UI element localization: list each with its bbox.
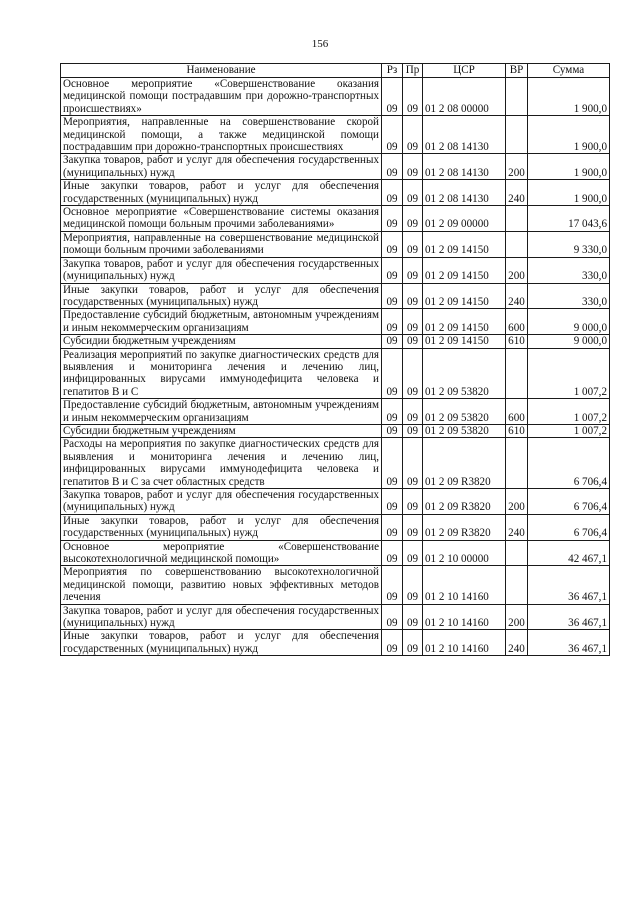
cell-csr: 01 2 09 53820: [423, 348, 506, 399]
cell-vr: [506, 348, 528, 399]
cell-name: Закупка товаров, работ и услуг для обеспечения государственных (муниципальных) нужд: [61, 257, 382, 283]
cell-sum: 17 043,6: [528, 206, 610, 232]
table-row: [61, 335, 610, 348]
cell-name: Мероприятия, направленные на совершенствование медицинской помощи больным прочими заболеваниями: [61, 231, 382, 257]
header-name: Наименование: [61, 64, 382, 78]
cell-pr: 09: [403, 566, 423, 604]
cell-vr: [506, 540, 528, 566]
table-row: [61, 180, 610, 206]
cell-pr: 09: [403, 540, 423, 566]
table-row: [61, 154, 610, 180]
header-pr: Пр: [403, 64, 423, 78]
cell-vr: [506, 78, 528, 116]
cell-csr: 01 2 09 R3820: [423, 438, 506, 489]
table-row: [61, 566, 610, 604]
cell-name: Иные закупки товаров, работ и услуг для обеспечения государственных (муниципальных) нужд: [61, 283, 382, 309]
cell-rz: 09: [382, 514, 403, 540]
cell-csr: 01 2 10 14160: [423, 630, 506, 656]
cell-pr: 09: [403, 154, 423, 180]
cell-rz: 09: [382, 231, 403, 257]
cell-sum: 6 706,4: [528, 514, 610, 540]
cell-vr: 240: [506, 514, 528, 540]
cell-sum: 6 706,4: [528, 489, 610, 515]
cell-csr: 01 2 09 14150: [423, 231, 506, 257]
cell-vr: 240: [506, 180, 528, 206]
table-row: [61, 309, 610, 335]
cell-sum: 330,0: [528, 257, 610, 283]
table-row: [61, 424, 610, 437]
cell-pr: 09: [403, 514, 423, 540]
cell-name: Предоставление субсидий бюджетным, автономным учреждениям и иным некоммерческим организациям: [61, 309, 382, 335]
cell-rz: 09: [382, 348, 403, 399]
cell-vr: 240: [506, 630, 528, 656]
cell-csr: 01 2 08 14130: [423, 154, 506, 180]
header-sum: Сумма: [528, 64, 610, 78]
cell-vr: 610: [506, 335, 528, 348]
table-row: [61, 231, 610, 257]
cell-sum: 6 706,4: [528, 438, 610, 489]
cell-vr: [506, 231, 528, 257]
cell-sum: 1 900,0: [528, 180, 610, 206]
cell-rz: 09: [382, 154, 403, 180]
cell-pr: 09: [403, 424, 423, 437]
cell-vr: 200: [506, 604, 528, 630]
cell-rz: 09: [382, 630, 403, 656]
cell-sum: 36 467,1: [528, 566, 610, 604]
cell-name: Основное мероприятие «Совершенствование системы оказания медицинской помощи больным прочими заболеваниями»: [61, 206, 382, 232]
cell-rz: 09: [382, 335, 403, 348]
cell-pr: 09: [403, 78, 423, 116]
table-row: [61, 438, 610, 489]
cell-sum: 36 467,1: [528, 630, 610, 656]
header-vr: ВР: [506, 64, 528, 78]
cell-name: Субсидии бюджетным учреждениям: [61, 335, 382, 348]
cell-pr: 09: [403, 116, 423, 154]
cell-pr: 09: [403, 180, 423, 206]
cell-name: Расходы на мероприятия по закупке диагностических средств для выявления и мониторинга лечения и лечению лиц, инфицированных вирусами иммунодефицита человека и гепатитов В и С за счет областных средств: [61, 438, 382, 489]
cell-vr: 240: [506, 283, 528, 309]
cell-sum: 1 900,0: [528, 116, 610, 154]
cell-vr: [506, 116, 528, 154]
cell-rz: 09: [382, 78, 403, 116]
page-number: 156: [311, 38, 329, 50]
cell-sum: 1 007,2: [528, 399, 610, 425]
cell-sum: 1 900,0: [528, 154, 610, 180]
cell-pr: 09: [403, 206, 423, 232]
cell-name: Иные закупки товаров, работ и услуг для обеспечения государственных (муниципальных) нужд: [61, 180, 382, 206]
cell-csr: 01 2 08 14130: [423, 180, 506, 206]
cell-sum: 42 467,1: [528, 540, 610, 566]
cell-rz: 09: [382, 540, 403, 566]
header-row: [61, 64, 610, 78]
cell-sum: 1 900,0: [528, 78, 610, 116]
cell-rz: 09: [382, 283, 403, 309]
table-row: [61, 257, 610, 283]
cell-rz: 09: [382, 180, 403, 206]
cell-csr: 01 2 09 53820: [423, 424, 506, 437]
cell-sum: 330,0: [528, 283, 610, 309]
cell-rz: 09: [382, 116, 403, 154]
cell-vr: 600: [506, 309, 528, 335]
cell-name: Закупка товаров, работ и услуг для обеспечения государственных (муниципальных) нужд: [61, 489, 382, 515]
cell-name: Предоставление субсидий бюджетным, автономным учреждениям и иным некоммерческим организациям: [61, 399, 382, 425]
cell-pr: 09: [403, 399, 423, 425]
cell-vr: 600: [506, 399, 528, 425]
table-body: [61, 78, 610, 656]
cell-rz: 09: [382, 424, 403, 437]
table-row: [61, 116, 610, 154]
cell-pr: 09: [403, 489, 423, 515]
header-rz: Рз: [382, 64, 403, 78]
cell-name: Закупка товаров, работ и услуг для обеспечения государственных (муниципальных) нужд: [61, 604, 382, 630]
budget-table: [60, 63, 610, 656]
cell-vr: [506, 438, 528, 489]
cell-sum: 1 007,2: [528, 424, 610, 437]
cell-sum: 9 330,0: [528, 231, 610, 257]
cell-rz: 09: [382, 257, 403, 283]
table-row: [61, 630, 610, 656]
cell-csr: 01 2 09 R3820: [423, 514, 506, 540]
cell-name: Субсидии бюджетным учреждениям: [61, 424, 382, 437]
table-row: [61, 206, 610, 232]
cell-vr: 200: [506, 489, 528, 515]
cell-csr: 01 2 09 14150: [423, 335, 506, 348]
cell-vr: 200: [506, 154, 528, 180]
table-row: [61, 604, 610, 630]
cell-csr: 01 2 09 14150: [423, 309, 506, 335]
cell-rz: 09: [382, 438, 403, 489]
cell-rz: 09: [382, 604, 403, 630]
cell-csr: 01 2 09 14150: [423, 257, 506, 283]
cell-name: Основное мероприятие «Совершенствование высокотехнологичной медицинской помощи»: [61, 540, 382, 566]
cell-csr: 01 2 10 00000: [423, 540, 506, 566]
cell-rz: 09: [382, 489, 403, 515]
table-row: [61, 514, 610, 540]
cell-sum: 1 007,2: [528, 348, 610, 399]
table-row: [61, 540, 610, 566]
cell-name: Иные закупки товаров, работ и услуг для обеспечения государственных (муниципальных) нужд: [61, 630, 382, 656]
cell-csr: 01 2 08 14130: [423, 116, 506, 154]
cell-pr: 09: [403, 257, 423, 283]
cell-pr: 09: [403, 604, 423, 630]
cell-csr: 01 2 09 53820: [423, 399, 506, 425]
cell-csr: 01 2 10 14160: [423, 566, 506, 604]
cell-pr: 09: [403, 335, 423, 348]
cell-name: Реализация мероприятий по закупке диагностических средств для выявления и мониторинга лечения и лечению лиц, инфицированных вирусами иммунодефицита человека и гепатитов В и С: [61, 348, 382, 399]
cell-rz: 09: [382, 399, 403, 425]
cell-name: Мероприятия по совершенствованию высокотехнологичной медицинской помощи, развитию новых эффективных методов лечения: [61, 566, 382, 604]
cell-sum: 9 000,0: [528, 309, 610, 335]
cell-name: Закупка товаров, работ и услуг для обеспечения государственных (муниципальных) нужд: [61, 154, 382, 180]
cell-csr: 01 2 09 14150: [423, 283, 506, 309]
cell-pr: 09: [403, 630, 423, 656]
cell-csr: 01 2 10 14160: [423, 604, 506, 630]
cell-pr: 09: [403, 231, 423, 257]
header-csr: ЦСР: [423, 64, 506, 78]
cell-pr: 09: [403, 438, 423, 489]
cell-name: Основное мероприятие «Совершенствование оказания медицинской помощи пострадавшим при дорожно-транспортных происшествиях»: [61, 78, 382, 116]
table-row: [61, 283, 610, 309]
cell-rz: 09: [382, 206, 403, 232]
cell-name: Иные закупки товаров, работ и услуг для обеспечения государственных (муниципальных) нужд: [61, 514, 382, 540]
cell-pr: 09: [403, 283, 423, 309]
cell-pr: 09: [403, 348, 423, 399]
cell-vr: 200: [506, 257, 528, 283]
table-row: [61, 78, 610, 116]
cell-rz: 09: [382, 566, 403, 604]
table-row: [61, 399, 610, 425]
cell-vr: [506, 566, 528, 604]
cell-csr: 01 2 09 R3820: [423, 489, 506, 515]
cell-vr: [506, 206, 528, 232]
cell-sum: 9 000,0: [528, 335, 610, 348]
cell-csr: 01 2 09 00000: [423, 206, 506, 232]
cell-pr: 09: [403, 309, 423, 335]
table-header: [61, 64, 610, 78]
table-row: [61, 348, 610, 399]
cell-name: Мероприятия, направленные на совершенствование скорой медицинской помощи, а также медицинской помощи пострадавшим при дорожно-транспортных происшествиях: [61, 116, 382, 154]
table-row: [61, 489, 610, 515]
cell-vr: 610: [506, 424, 528, 437]
cell-csr: 01 2 08 00000: [423, 78, 506, 116]
cell-sum: 36 467,1: [528, 604, 610, 630]
cell-rz: 09: [382, 309, 403, 335]
